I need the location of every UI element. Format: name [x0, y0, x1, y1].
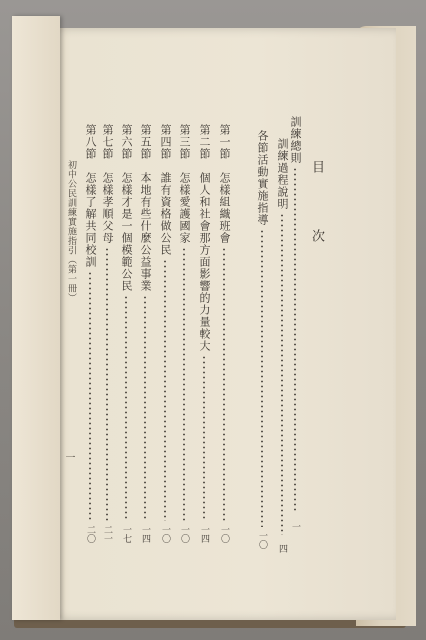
toc-entry-page: 四	[277, 543, 287, 553]
toc-entry[interactable]	[196, 124, 212, 544]
dot-leader	[261, 229, 263, 527]
toc-entry-page: 二〇	[85, 525, 95, 543]
dot-leader	[203, 355, 205, 521]
toc-entry-label: 第五節 本地有些什麼公益事業	[139, 124, 152, 292]
dot-leader	[125, 295, 127, 521]
book-spine-flap	[12, 16, 60, 620]
toc-entry-label: 第一節 怎樣組織班會	[218, 124, 231, 244]
dot-leader	[106, 247, 108, 521]
toc-entry[interactable]	[157, 124, 173, 544]
toc-entry-page: 一七	[121, 525, 131, 543]
toc-entry-page: 一〇	[257, 531, 267, 549]
toc-entry[interactable]	[274, 138, 290, 558]
toc-entry[interactable]	[118, 124, 134, 544]
running-footer-title: 初中公民訓練實施指引（第一冊）	[66, 160, 76, 303]
toc-entry[interactable]	[82, 124, 98, 544]
toc-entry-page: 一四	[199, 525, 209, 543]
dot-leader	[183, 247, 185, 521]
toc-entry-label: 各節活動實施指導	[256, 130, 269, 226]
toc-entry-label: 第四節 誰有資格做公民	[159, 124, 172, 256]
toc-entry-label: 第八節 怎樣了解共同校訓	[84, 124, 97, 268]
toc-entry-page: 一	[290, 521, 300, 531]
toc-entry-label: 第六節 怎樣才是一個模範公民	[120, 124, 133, 292]
toc-entry-label: 訓練過程說明	[276, 138, 289, 210]
toc-entry-page: 一〇	[219, 525, 229, 543]
toc-entry-page: 一四	[140, 525, 150, 543]
toc-entry[interactable]	[254, 130, 270, 550]
toc-title: 目 次	[309, 160, 324, 269]
toc-entry[interactable]	[176, 124, 192, 544]
page-number: 一	[63, 452, 74, 462]
toc-entry[interactable]	[99, 124, 115, 544]
toc-entry[interactable]	[216, 124, 232, 544]
toc-entry-label: 第二節 個人和社會那方面影響的力量較大	[198, 124, 211, 352]
toc-entry-page: 二一	[102, 525, 112, 543]
toc-entry-label: 第三節 怎樣愛護國家	[178, 124, 191, 244]
dot-leader	[281, 213, 283, 535]
toc-entry-page: 一〇	[179, 525, 189, 543]
dot-leader	[144, 295, 146, 521]
dot-leader	[89, 271, 91, 521]
dot-leader	[223, 247, 225, 521]
toc-entry-label: 訓練總則	[289, 116, 302, 164]
dot-leader	[164, 259, 166, 521]
toc-entry[interactable]	[137, 124, 153, 544]
dot-leader	[294, 167, 296, 513]
toc-entry-page: 一〇	[160, 525, 170, 543]
toc-entry-label: 第七節 怎樣孝順父母	[101, 124, 114, 244]
